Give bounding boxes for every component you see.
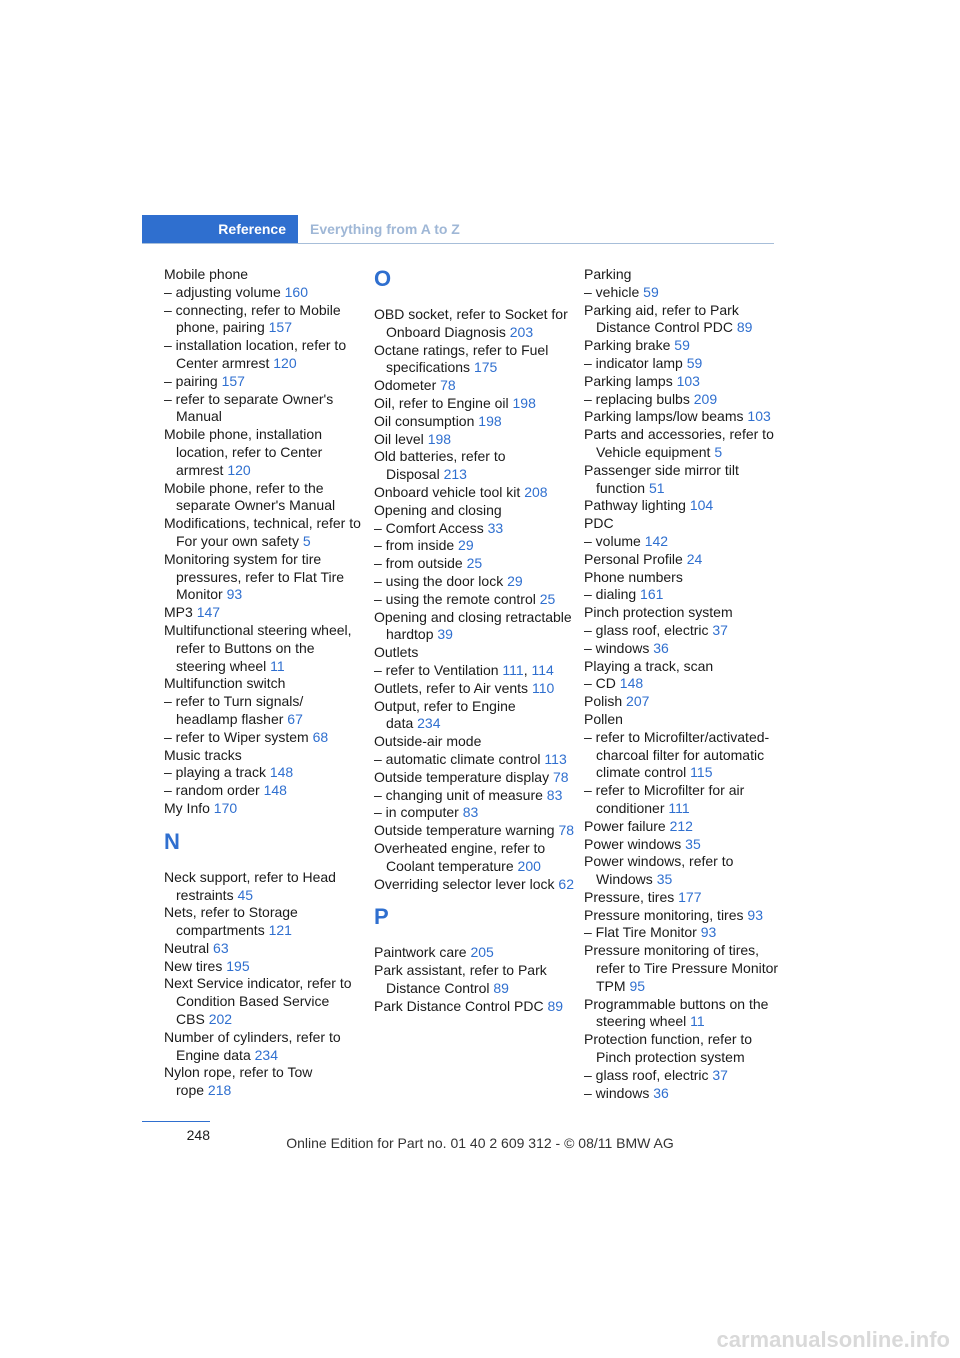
index-entry-text: Parking lamps bbox=[584, 372, 673, 389]
index-entry bbox=[374, 944, 574, 962]
index-entry-text: – volume bbox=[584, 532, 641, 549]
index-entry-text: Oil, refer to Engine oil bbox=[374, 394, 509, 411]
index-entry bbox=[584, 266, 784, 284]
index-entry bbox=[374, 840, 574, 876]
index-entry-text: – refer to Wiper system bbox=[164, 728, 309, 745]
index-entry-text: Neck support, refer to Head restraints bbox=[164, 868, 336, 903]
index-entry bbox=[584, 426, 784, 462]
index-entry-text: Pressure monitoring of tires, refer to Tire Pressure Monitor TPM bbox=[584, 942, 779, 994]
index-entry bbox=[164, 266, 364, 284]
index-entry bbox=[584, 1085, 784, 1103]
page-reference-link[interactable]: 93 bbox=[747, 906, 763, 923]
index-entry-text: – in computer bbox=[374, 804, 459, 821]
page-reference-link[interactable]: 89 bbox=[493, 979, 509, 996]
index-entry-text: Programmable buttons on the steering wheel bbox=[584, 995, 769, 1030]
page-reference-link[interactable]: 198 bbox=[427, 430, 452, 447]
page-reference-link[interactable]: 78 bbox=[558, 822, 575, 839]
page-reference-link[interactable]: 160 bbox=[284, 283, 308, 300]
index-entry bbox=[164, 904, 364, 940]
page-reference-link[interactable]: 148 bbox=[263, 782, 287, 799]
index-entry-text: Parking brake bbox=[584, 337, 671, 354]
index-entry-text: My Info bbox=[164, 799, 210, 816]
index-entry-text: – replacing bulbs bbox=[584, 390, 690, 407]
index-entry-text: – installation location, refer to Center armrest bbox=[164, 337, 347, 371]
page-reference-link[interactable]: 36 bbox=[653, 639, 669, 656]
index-entry-text: Pollen bbox=[584, 710, 623, 727]
index-entry-text: Power windows bbox=[584, 835, 682, 852]
page-reference-link[interactable]: 110 bbox=[531, 679, 555, 696]
index-entry bbox=[374, 591, 574, 609]
index-entry bbox=[584, 533, 784, 551]
page-reference-link[interactable]: 37 bbox=[712, 621, 728, 638]
index-entry-text: Opening and closing bbox=[374, 501, 502, 518]
index-entry-text: – refer to Microfilter for air conditioner bbox=[584, 782, 745, 816]
index-entry-text: – automatic climate control bbox=[374, 750, 541, 767]
index-entry bbox=[584, 889, 784, 907]
index-entry bbox=[374, 962, 574, 998]
index-entry bbox=[584, 711, 784, 729]
index-entry bbox=[164, 693, 364, 729]
index-entry bbox=[164, 604, 364, 622]
page-reference-link[interactable]: 234 bbox=[417, 715, 441, 732]
index-entry-text: Parking lamps/low beams bbox=[584, 408, 744, 425]
page-number: 248 bbox=[186, 1127, 210, 1143]
index-entry-text: – glass roof, electric bbox=[584, 621, 709, 638]
index-entry bbox=[584, 284, 784, 302]
index-entry-text: – CD bbox=[584, 675, 616, 692]
page-reference-link[interactable]: 35 bbox=[685, 835, 701, 852]
page-reference-link[interactable]: 35 bbox=[656, 871, 673, 888]
index-entry-text: Parking bbox=[584, 266, 632, 282]
page-reference-link[interactable]: 37 bbox=[712, 1066, 728, 1083]
page-reference-link[interactable]: 212 bbox=[669, 817, 693, 834]
page-reference-link[interactable]: 111 bbox=[668, 799, 690, 816]
page-reference-link[interactable]: 121 bbox=[268, 922, 292, 939]
page-reference-link[interactable]: 208 bbox=[524, 483, 548, 500]
index-entry bbox=[374, 537, 574, 555]
index-entry bbox=[374, 804, 574, 822]
page-reference-link[interactable]: 59 bbox=[643, 283, 659, 300]
index-column-1 bbox=[164, 266, 364, 1100]
index-entry bbox=[374, 520, 574, 538]
index-entry bbox=[374, 555, 574, 573]
page-reference-link[interactable]: 203 bbox=[509, 323, 534, 340]
index-entry-text: Outlets, refer to Air vents bbox=[374, 679, 529, 696]
index-entry-text: Output, refer to Engine data bbox=[374, 697, 516, 732]
index-entry-text: Modifications, technical, refer to For your own safety bbox=[164, 515, 361, 549]
index-entry-text: Power failure bbox=[584, 817, 666, 834]
index-entry-text: – dialing bbox=[584, 586, 637, 603]
index-entry-text: Neutral bbox=[164, 939, 210, 956]
index-entry bbox=[164, 391, 364, 427]
index-entry bbox=[164, 551, 364, 604]
page-reference-link[interactable]: 234 bbox=[254, 1046, 278, 1063]
index-entry bbox=[164, 729, 364, 747]
index-entry-text: Playing a track, scan bbox=[584, 657, 714, 674]
index-entry bbox=[374, 448, 574, 484]
index-entry-text: Outside-air mode bbox=[374, 733, 482, 750]
index-entry bbox=[584, 907, 784, 925]
index-entry-text: – using the door lock bbox=[374, 572, 504, 589]
index-entry bbox=[584, 586, 784, 604]
page-reference-link[interactable]: 120 bbox=[273, 354, 297, 371]
page-reference-link[interactable]: 67 bbox=[287, 710, 303, 727]
page-reference-link[interactable]: 115 bbox=[690, 764, 713, 781]
index-entry-text: MP3 bbox=[164, 604, 193, 621]
index-entry-text: Octane ratings, refer to Fuel specifications bbox=[374, 341, 549, 376]
index-entry bbox=[584, 373, 784, 391]
page-reference-link[interactable]: 11 bbox=[270, 657, 285, 674]
index-entry bbox=[584, 729, 784, 782]
index-entry-text: – vehicle bbox=[584, 283, 640, 300]
index-entry bbox=[164, 373, 364, 391]
index-entry-text: Opening and closing retractable hardtop bbox=[374, 608, 572, 643]
index-entry bbox=[374, 698, 574, 734]
index-entry-text: Passenger side mirror tilt function bbox=[584, 461, 739, 496]
index-entry-text: – playing a track bbox=[164, 764, 266, 781]
page-reference-link[interactable]: 157 bbox=[268, 319, 292, 336]
index-entry-text: Mobile phone, refer to the separate Owner's Manual bbox=[164, 479, 336, 514]
page-reference-link[interactable]: 63 bbox=[213, 939, 229, 956]
page-reference-link[interactable]: 93 bbox=[226, 586, 243, 603]
index-entry bbox=[164, 1064, 364, 1100]
page-reference-link[interactable]: 24 bbox=[686, 550, 703, 567]
index-entry-text: – glass roof, electric bbox=[584, 1066, 709, 1083]
index-entry-text: OBD socket, refer to Socket for Onboard Diagnosis bbox=[374, 306, 568, 340]
index-entry bbox=[584, 622, 784, 640]
page-reference-link[interactable]: 111 bbox=[502, 661, 524, 678]
page-reference-link[interactable]: 95 bbox=[629, 977, 646, 994]
index-entry bbox=[164, 764, 364, 782]
index-entry-text: Music tracks bbox=[164, 746, 242, 763]
index-entry-text: – windows bbox=[584, 1084, 650, 1101]
index-entry-text: Power windows, refer to Windows bbox=[584, 853, 734, 888]
index-entry-text: Overriding selector lever lock bbox=[374, 875, 555, 892]
index-entry-text: Polish bbox=[584, 693, 623, 710]
index-entry bbox=[374, 644, 574, 662]
index-entry bbox=[164, 675, 364, 693]
section-tab: Reference bbox=[142, 215, 298, 243]
page-reference-link[interactable]: 89 bbox=[736, 319, 753, 336]
index-entry bbox=[164, 426, 364, 479]
index-entry-text: Paintwork care bbox=[374, 944, 467, 961]
index-entry-text: Old batteries, refer to Disposal bbox=[374, 448, 506, 483]
index-entry bbox=[374, 751, 574, 769]
index-entry bbox=[164, 515, 364, 551]
index-entry-text: – from inside bbox=[374, 537, 455, 554]
page-reference-link[interactable]: 198 bbox=[512, 394, 536, 411]
page-reference-link[interactable]: 148 bbox=[619, 675, 644, 692]
index-entry bbox=[374, 733, 574, 751]
page-reference-link[interactable]: 29 bbox=[458, 537, 474, 554]
index-entry-text: Protection function, refer to Pinch protection system bbox=[584, 1031, 753, 1066]
index-entry-text: Park Distance Control PDC bbox=[374, 997, 544, 1014]
index-entry bbox=[164, 940, 364, 958]
index-entry bbox=[164, 622, 364, 675]
index-entry-text: – using the remote control bbox=[374, 590, 536, 607]
index-entry-text: Parts and accessories, refer to Vehicle equipment bbox=[584, 426, 774, 460]
index-entry bbox=[584, 604, 784, 622]
page-reference-link[interactable]: 198 bbox=[478, 412, 502, 429]
page-reference-link[interactable]: 29 bbox=[507, 572, 523, 589]
page-reference-link[interactable]: 78 bbox=[552, 768, 569, 785]
index-entry bbox=[374, 395, 574, 413]
index-entry-text: Pressure, tires bbox=[584, 888, 675, 905]
page-reference-link[interactable]: 202 bbox=[208, 1011, 233, 1028]
index-entry bbox=[164, 1029, 364, 1065]
index-entry bbox=[374, 609, 574, 645]
page-reference-link[interactable]: 51 bbox=[648, 479, 665, 496]
index-entry bbox=[584, 497, 784, 515]
index-entry-text: Onboard vehicle tool kit bbox=[374, 483, 521, 500]
index-entry bbox=[584, 515, 784, 533]
page-reference-link[interactable]: 89 bbox=[547, 997, 564, 1014]
index-letter-heading: O bbox=[374, 266, 392, 291]
index-entry bbox=[164, 480, 364, 516]
index-entry bbox=[374, 769, 574, 787]
page-reference-link[interactable]: 45 bbox=[237, 886, 254, 903]
index-entry bbox=[584, 693, 784, 711]
index-entry-text: New tires bbox=[164, 957, 223, 974]
index-entry bbox=[584, 391, 784, 409]
index-entry-text: – indicator lamp bbox=[584, 354, 683, 371]
index-entry-text: Mobile phone bbox=[164, 266, 249, 282]
index-entry-text: Nets, refer to Storage compartments bbox=[164, 904, 298, 939]
index-entry-text: Parking aid, refer to Park Distance Control PDC bbox=[584, 301, 739, 336]
index-entry bbox=[374, 413, 574, 431]
index-entry bbox=[374, 431, 574, 449]
site-watermark: carmanualsonline.info bbox=[716, 1327, 950, 1352]
page-reference-link[interactable]: 170 bbox=[213, 799, 238, 816]
index-entry bbox=[164, 800, 364, 818]
page-reference-link[interactable]: 11 bbox=[690, 1013, 705, 1030]
page-reference-link[interactable]: 218 bbox=[207, 1082, 232, 1099]
index-entry bbox=[164, 975, 364, 1028]
index-entry-text: Mobile phone, installation location, refer to Center armrest bbox=[164, 426, 323, 478]
index-entry-text: Overheated engine, refer to Coolant temperature bbox=[374, 839, 546, 874]
index-entry-text: – refer to separate Owner's Manual bbox=[164, 390, 334, 425]
page-reference-link[interactable]: 103 bbox=[747, 408, 771, 425]
index-entry bbox=[164, 284, 364, 302]
index-entry-text: – changing unit of measure bbox=[374, 786, 543, 803]
index-letter-heading: N bbox=[164, 828, 180, 854]
index-entry-text: Outside temperature display bbox=[374, 768, 550, 785]
index-entry-text: – adjusting volume bbox=[164, 283, 281, 300]
page-reference-link[interactable]: 25 bbox=[539, 590, 556, 607]
page-reference-link[interactable]: 36 bbox=[653, 1084, 669, 1101]
index-entry bbox=[584, 355, 784, 373]
chapter-title: Everything from A to Z bbox=[310, 221, 460, 237]
index-entry-text: Odometer bbox=[374, 377, 437, 394]
page-reference-link[interactable]: 5 bbox=[302, 532, 311, 549]
index-entry-text: Oil consumption bbox=[374, 412, 475, 429]
index-entry bbox=[374, 377, 574, 395]
index-entry-text: Personal Profile bbox=[584, 550, 683, 567]
page-reference-link[interactable]: 59 bbox=[686, 354, 703, 371]
index-letter-heading: P bbox=[374, 904, 389, 930]
index-entry-text: Oil level bbox=[374, 430, 424, 447]
index-entry bbox=[584, 658, 784, 676]
index-entry-text: – windows bbox=[584, 639, 650, 656]
index-entry-text: – pairing bbox=[164, 372, 218, 389]
page-reference-link[interactable]: 103 bbox=[676, 372, 700, 389]
index-entry bbox=[374, 822, 574, 840]
index-entry-text: Nylon rope, refer to Tow rope bbox=[164, 1064, 313, 1099]
index-entry bbox=[374, 876, 574, 894]
index-entry bbox=[584, 302, 784, 338]
index-entry-text: Next Service indicator, refer to Condition Based Service CBS bbox=[164, 975, 352, 1028]
index-entry bbox=[584, 1031, 784, 1067]
page-reference-link[interactable]: 209 bbox=[693, 390, 718, 407]
page-reference-link[interactable]: 68 bbox=[312, 728, 329, 745]
index-entry bbox=[584, 640, 784, 658]
page-reference-link[interactable]: 157 bbox=[221, 372, 245, 389]
index-entry-text: Outlets bbox=[374, 644, 419, 661]
page-reference-link[interactable]: 205 bbox=[470, 944, 494, 961]
page-reference-link[interactable]: 147 bbox=[196, 604, 221, 621]
page-reference-link[interactable]: 114 bbox=[531, 661, 554, 678]
index-entry-text: Outside temperature warning bbox=[374, 822, 555, 839]
index-entry-text: – from outside bbox=[374, 555, 463, 572]
page-reference-link[interactable]: 175 bbox=[473, 359, 498, 376]
index-entry bbox=[374, 342, 574, 378]
page-reference-link[interactable]: 5 bbox=[714, 443, 723, 460]
index-entry-text: Number of cylinders, refer to Engine data bbox=[164, 1028, 341, 1063]
index-entry-text: Pathway lighting bbox=[584, 497, 686, 514]
index-entry-text: Pressure monitoring, tires bbox=[584, 906, 744, 923]
index-entry bbox=[374, 787, 574, 805]
page-reference-link[interactable]: 25 bbox=[466, 555, 483, 572]
index-entry-text: – random order bbox=[164, 782, 260, 799]
index-entry bbox=[164, 958, 364, 976]
page-reference-link[interactable]: 207 bbox=[626, 693, 650, 710]
index-entry bbox=[374, 680, 574, 698]
index-entry-text: – connecting, refer to Mobile phone, pairing bbox=[164, 301, 341, 336]
index-entry bbox=[164, 782, 364, 800]
page-reference-link[interactable]: 33 bbox=[487, 519, 504, 536]
page-reference-link[interactable]: 39 bbox=[437, 626, 453, 643]
index-entry bbox=[164, 302, 364, 338]
index-entry bbox=[584, 337, 784, 355]
index-entry bbox=[584, 996, 784, 1032]
edition-footer: Online Edition for Part no. 01 40 2 609 312 - © 08/11 BMW AG bbox=[286, 1135, 674, 1151]
page-reference-link[interactable]: 83 bbox=[462, 804, 479, 821]
index-entry bbox=[584, 836, 784, 854]
index-entry bbox=[584, 818, 784, 836]
index-entry-text: Monitoring system for tire pressures, refer to Flat Tire Monitor bbox=[164, 550, 345, 603]
page-reference-link[interactable]: 200 bbox=[517, 857, 541, 874]
page-reference-link[interactable]: 120 bbox=[227, 461, 251, 478]
index-entry: – refer to Ventilation 111, 114 bbox=[374, 661, 554, 678]
index-entry bbox=[374, 573, 574, 591]
page-reference-link[interactable]: 148 bbox=[269, 764, 294, 781]
index-entry bbox=[374, 306, 574, 342]
index-entry-text: – refer to Ventilation bbox=[374, 661, 499, 678]
index-entry bbox=[584, 551, 784, 569]
page-reference-link[interactable]: 142 bbox=[644, 532, 669, 549]
page-reference-link[interactable]: 93 bbox=[700, 924, 717, 941]
index-entry bbox=[584, 782, 784, 818]
index-entry bbox=[374, 998, 574, 1016]
page-reference-link[interactable]: 59 bbox=[674, 337, 690, 354]
page-number-rule bbox=[142, 1121, 210, 1122]
page-reference-link[interactable]: 177 bbox=[678, 888, 702, 905]
index-entry bbox=[164, 747, 364, 765]
index-entry-text: Pinch protection system bbox=[584, 604, 733, 621]
index-entry bbox=[584, 924, 784, 942]
index-entry bbox=[374, 484, 574, 502]
index-entry bbox=[164, 337, 364, 373]
page-reference-link[interactable]: 62 bbox=[558, 875, 574, 892]
page-reference-link[interactable]: 78 bbox=[440, 377, 456, 394]
index-entry-text: Park assistant, refer to Park Distance Control bbox=[374, 962, 547, 996]
index-entry bbox=[584, 942, 784, 995]
index-entry-text: Phone numbers bbox=[584, 568, 683, 585]
index-entry-text: – refer to Turn signals/ headlamp flasher bbox=[164, 693, 304, 727]
index-entry bbox=[584, 853, 784, 889]
index-entry-text: PDC bbox=[584, 515, 614, 532]
index-entry bbox=[584, 675, 784, 693]
page-reference-link[interactable]: 161 bbox=[640, 586, 664, 603]
index-entry-text: – Comfort Access bbox=[374, 519, 484, 536]
index-entry bbox=[374, 502, 574, 520]
index-column-3 bbox=[584, 266, 784, 1102]
index-entry-text: – Flat Tire Monitor bbox=[584, 924, 697, 941]
index-entry bbox=[584, 462, 784, 498]
page-reference-link[interactable]: 104 bbox=[689, 497, 714, 514]
page-reference-link[interactable]: 213 bbox=[443, 466, 467, 483]
index-entry-text: – refer to Microfilter/activated-charcoal filter for automatic climate control bbox=[584, 728, 770, 781]
index-column-2 bbox=[374, 266, 574, 1015]
index-entry-text: Multifunctional steering wheel, refer to Buttons on the steering wheel bbox=[164, 621, 352, 674]
index-entry-text: Multifunction switch bbox=[164, 675, 286, 692]
page-reference-link[interactable]: 113 bbox=[544, 750, 567, 767]
index-entry bbox=[584, 408, 784, 426]
index-entry bbox=[584, 1067, 784, 1085]
page-header bbox=[142, 215, 774, 244]
page-reference-link[interactable]: 83 bbox=[546, 786, 563, 803]
page-reference-link[interactable]: 195 bbox=[226, 957, 250, 974]
index-entry bbox=[164, 869, 364, 905]
index-entry bbox=[584, 569, 784, 587]
